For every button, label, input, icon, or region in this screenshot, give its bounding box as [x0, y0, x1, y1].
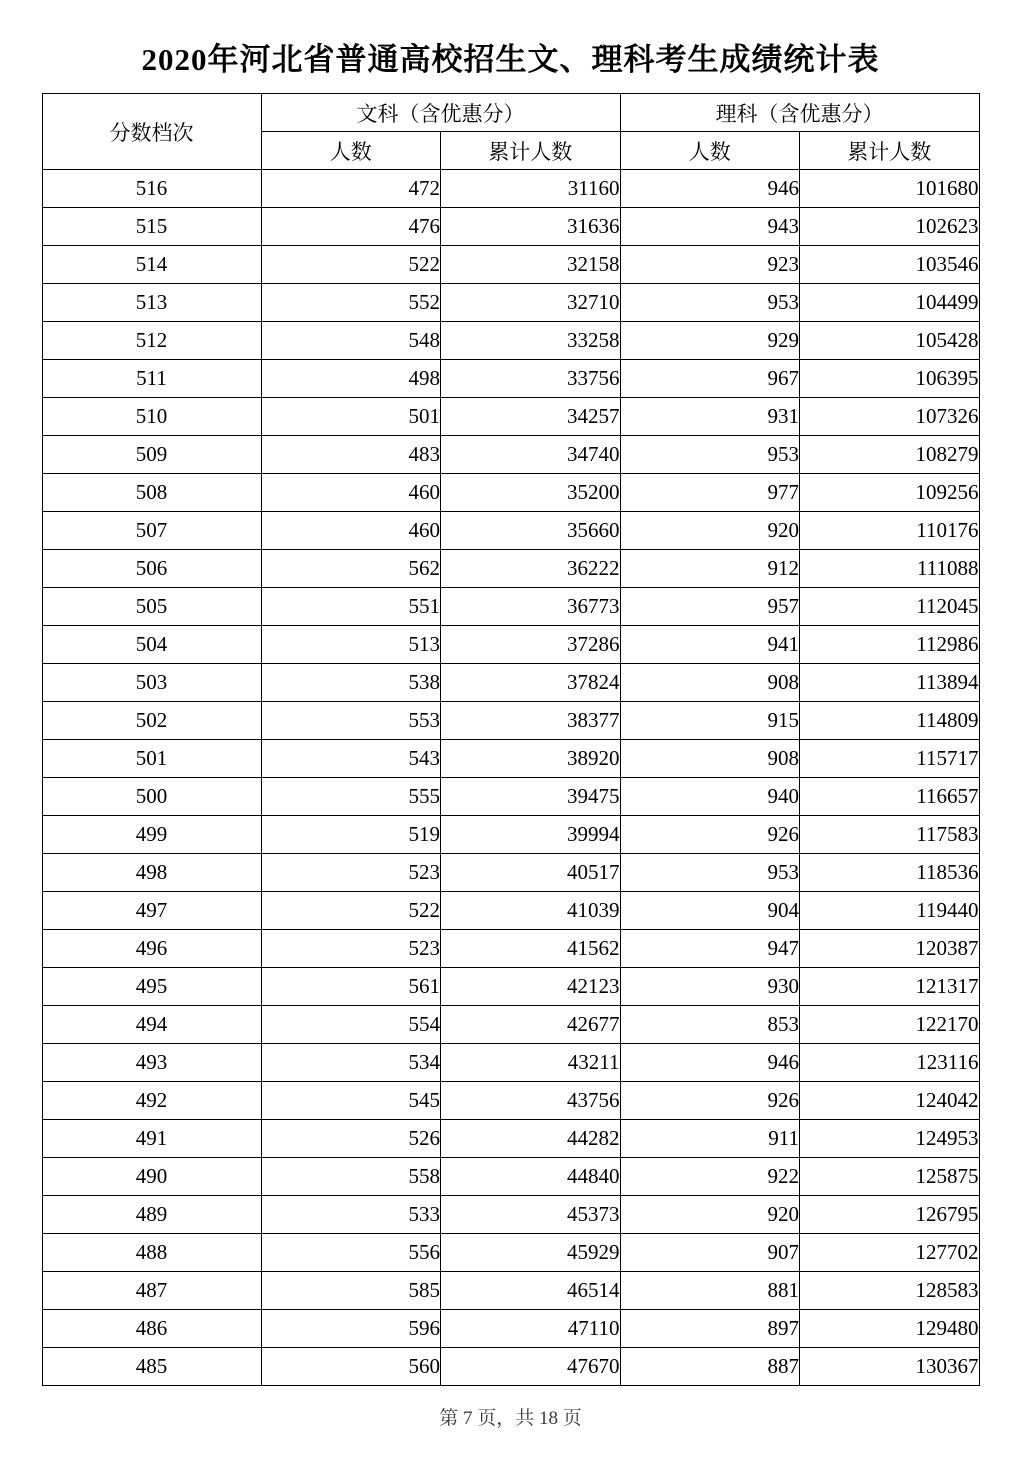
cell-liberal-count: 533 — [261, 1196, 441, 1234]
cell-liberal-count: 523 — [261, 854, 441, 892]
table-row — [42, 170, 979, 208]
cell-science-cumulative: 102623 — [800, 208, 980, 246]
cell-liberal-count: 561 — [261, 968, 441, 1006]
cell-science-count: 907 — [620, 1234, 800, 1272]
cell-science-cumulative: 118536 — [800, 854, 980, 892]
cell-score: 514 — [42, 246, 261, 284]
cell-score: 516 — [42, 170, 261, 208]
cell-science-cumulative: 124953 — [800, 1120, 980, 1158]
cell-liberal-count: 596 — [261, 1310, 441, 1348]
cell-science-count: 929 — [620, 322, 800, 360]
cell-score: 496 — [42, 930, 261, 968]
cell-liberal-count: 562 — [261, 550, 441, 588]
cell-science-cumulative: 103546 — [800, 246, 980, 284]
cell-science-count: 946 — [620, 170, 800, 208]
table-row — [42, 702, 979, 740]
cell-liberal-count: 522 — [261, 246, 441, 284]
table-row — [42, 626, 979, 664]
cell-liberal-cumulative: 40517 — [441, 854, 621, 892]
cell-liberal-count: 545 — [261, 1082, 441, 1120]
cell-liberal-cumulative: 47110 — [441, 1310, 621, 1348]
cell-science-cumulative: 125875 — [800, 1158, 980, 1196]
table-row — [42, 1082, 979, 1120]
cell-score: 503 — [42, 664, 261, 702]
header-science-count: 人数 — [620, 132, 800, 170]
cell-liberal-cumulative: 35660 — [441, 512, 621, 550]
cell-science-cumulative: 119440 — [800, 892, 980, 930]
table-row — [42, 1196, 979, 1234]
cell-liberal-count: 522 — [261, 892, 441, 930]
cell-science-count: 941 — [620, 626, 800, 664]
table-row — [42, 512, 979, 550]
cell-score: 509 — [42, 436, 261, 474]
cell-science-cumulative: 104499 — [800, 284, 980, 322]
cell-liberal-count: 472 — [261, 170, 441, 208]
cell-science-count: 977 — [620, 474, 800, 512]
cell-liberal-cumulative: 31636 — [441, 208, 621, 246]
cell-liberal-count: 553 — [261, 702, 441, 740]
cell-score: 504 — [42, 626, 261, 664]
cell-liberal-count: 548 — [261, 322, 441, 360]
cell-science-count: 953 — [620, 436, 800, 474]
cell-science-count: 957 — [620, 588, 800, 626]
cell-liberal-cumulative: 37824 — [441, 664, 621, 702]
cell-liberal-count: 560 — [261, 1348, 441, 1386]
cell-science-count: 897 — [620, 1310, 800, 1348]
cell-score: 491 — [42, 1120, 261, 1158]
cell-score: 489 — [42, 1196, 261, 1234]
table-row — [42, 778, 979, 816]
cell-science-cumulative: 110176 — [800, 512, 980, 550]
cell-science-count: 943 — [620, 208, 800, 246]
cell-liberal-count: 501 — [261, 398, 441, 436]
cell-science-cumulative: 123116 — [800, 1044, 980, 1082]
cell-score: 494 — [42, 1006, 261, 1044]
cell-score: 498 — [42, 854, 261, 892]
cell-liberal-cumulative: 43211 — [441, 1044, 621, 1082]
cell-score: 500 — [42, 778, 261, 816]
header-liberal-count: 人数 — [261, 132, 441, 170]
cell-liberal-cumulative: 37286 — [441, 626, 621, 664]
cell-score: 507 — [42, 512, 261, 550]
cell-science-count: 853 — [620, 1006, 800, 1044]
cell-science-cumulative: 117583 — [800, 816, 980, 854]
cell-liberal-count: 554 — [261, 1006, 441, 1044]
cell-science-count: 926 — [620, 816, 800, 854]
table-row — [42, 398, 979, 436]
cell-liberal-count: 523 — [261, 930, 441, 968]
cell-science-cumulative: 130367 — [800, 1348, 980, 1386]
cell-liberal-cumulative: 42677 — [441, 1006, 621, 1044]
table-row — [42, 1120, 979, 1158]
cell-science-cumulative: 120387 — [800, 930, 980, 968]
cell-science-count: 953 — [620, 854, 800, 892]
page-footer: 第 7 页，共 18 页 — [439, 1408, 582, 1429]
table-row — [42, 322, 979, 360]
cell-liberal-count: 558 — [261, 1158, 441, 1196]
cell-liberal-count: 483 — [261, 436, 441, 474]
table-row — [42, 436, 979, 474]
cell-score: 501 — [42, 740, 261, 778]
cell-science-count: 953 — [620, 284, 800, 322]
cell-liberal-cumulative: 44840 — [441, 1158, 621, 1196]
table-row — [42, 816, 979, 854]
cell-science-cumulative: 122170 — [800, 1006, 980, 1044]
cell-science-cumulative: 129480 — [800, 1310, 980, 1348]
cell-liberal-cumulative: 46514 — [441, 1272, 621, 1310]
cell-science-cumulative: 106395 — [800, 360, 980, 398]
cell-science-cumulative: 116657 — [800, 778, 980, 816]
cell-science-cumulative: 127702 — [800, 1234, 980, 1272]
cell-science-count: 881 — [620, 1272, 800, 1310]
table-row — [42, 1310, 979, 1348]
header-liberal-cumulative: 累计人数 — [441, 132, 621, 170]
cell-score: 513 — [42, 284, 261, 322]
cell-score: 493 — [42, 1044, 261, 1082]
cell-science-count: 947 — [620, 930, 800, 968]
cell-liberal-cumulative: 41562 — [441, 930, 621, 968]
cell-liberal-cumulative: 47670 — [441, 1348, 621, 1386]
table-body — [42, 170, 979, 1386]
cell-science-cumulative: 121317 — [800, 968, 980, 1006]
cell-science-cumulative: 112986 — [800, 626, 980, 664]
cell-liberal-count: 555 — [261, 778, 441, 816]
cell-liberal-count: 538 — [261, 664, 441, 702]
cell-liberal-count: 460 — [261, 474, 441, 512]
cell-liberal-count: 585 — [261, 1272, 441, 1310]
cell-liberal-cumulative: 39475 — [441, 778, 621, 816]
cell-science-count: 887 — [620, 1348, 800, 1386]
cell-score: 486 — [42, 1310, 261, 1348]
cell-liberal-cumulative: 33756 — [441, 360, 621, 398]
table-row — [42, 930, 979, 968]
cell-score: 506 — [42, 550, 261, 588]
cell-liberal-cumulative: 33258 — [441, 322, 621, 360]
cell-science-cumulative: 114809 — [800, 702, 980, 740]
cell-science-cumulative: 115717 — [800, 740, 980, 778]
cell-science-count: 904 — [620, 892, 800, 930]
cell-science-cumulative: 111088 — [800, 550, 980, 588]
table-header-row-1 — [42, 94, 979, 132]
cell-score: 512 — [42, 322, 261, 360]
cell-science-cumulative: 105428 — [800, 322, 980, 360]
table-row — [42, 1006, 979, 1044]
cell-liberal-cumulative: 45373 — [441, 1196, 621, 1234]
cell-liberal-count: 519 — [261, 816, 441, 854]
table-row — [42, 968, 979, 1006]
cell-score: 511 — [42, 360, 261, 398]
cell-science-cumulative: 112045 — [800, 588, 980, 626]
cell-liberal-count: 551 — [261, 588, 441, 626]
cell-liberal-cumulative: 41039 — [441, 892, 621, 930]
cell-liberal-cumulative: 44282 — [441, 1120, 621, 1158]
table-row — [42, 854, 979, 892]
cell-score: 508 — [42, 474, 261, 512]
cell-liberal-cumulative: 36222 — [441, 550, 621, 588]
cell-science-cumulative: 107326 — [800, 398, 980, 436]
table-row — [42, 1272, 979, 1310]
cell-liberal-cumulative: 31160 — [441, 170, 621, 208]
cell-liberal-cumulative: 43756 — [441, 1082, 621, 1120]
table-row — [42, 740, 979, 778]
cell-liberal-cumulative: 38377 — [441, 702, 621, 740]
header-score-range: 分数档次 — [42, 94, 261, 170]
table-row — [42, 208, 979, 246]
table-row — [42, 588, 979, 626]
cell-science-count: 915 — [620, 702, 800, 740]
cell-science-count: 908 — [620, 740, 800, 778]
table-row — [42, 246, 979, 284]
cell-science-count: 922 — [620, 1158, 800, 1196]
cell-science-count: 926 — [620, 1082, 800, 1120]
cell-science-cumulative: 124042 — [800, 1082, 980, 1120]
cell-science-count: 931 — [620, 398, 800, 436]
cell-science-count: 911 — [620, 1120, 800, 1158]
cell-science-cumulative: 109256 — [800, 474, 980, 512]
cell-science-cumulative: 113894 — [800, 664, 980, 702]
score-statistics-table — [42, 93, 980, 1386]
cell-science-count: 940 — [620, 778, 800, 816]
cell-science-cumulative: 126795 — [800, 1196, 980, 1234]
cell-liberal-cumulative: 38920 — [441, 740, 621, 778]
table-header — [42, 94, 979, 170]
cell-score: 505 — [42, 588, 261, 626]
cell-liberal-cumulative: 34257 — [441, 398, 621, 436]
cell-liberal-cumulative: 35200 — [441, 474, 621, 512]
cell-score: 487 — [42, 1272, 261, 1310]
cell-score: 492 — [42, 1082, 261, 1120]
cell-science-count: 923 — [620, 246, 800, 284]
cell-science-cumulative: 108279 — [800, 436, 980, 474]
cell-science-cumulative: 128583 — [800, 1272, 980, 1310]
cell-score: 485 — [42, 1348, 261, 1386]
cell-score: 515 — [42, 208, 261, 246]
table-row — [42, 474, 979, 512]
cell-score: 490 — [42, 1158, 261, 1196]
cell-liberal-count: 552 — [261, 284, 441, 322]
cell-score: 499 — [42, 816, 261, 854]
cell-liberal-count: 513 — [261, 626, 441, 664]
cell-liberal-cumulative: 39994 — [441, 816, 621, 854]
cell-liberal-count: 543 — [261, 740, 441, 778]
cell-liberal-count: 556 — [261, 1234, 441, 1272]
table-row — [42, 892, 979, 930]
cell-science-cumulative: 101680 — [800, 170, 980, 208]
cell-liberal-cumulative: 42123 — [441, 968, 621, 1006]
cell-liberal-count: 498 — [261, 360, 441, 398]
cell-liberal-count: 526 — [261, 1120, 441, 1158]
cell-score: 495 — [42, 968, 261, 1006]
cell-science-count: 920 — [620, 1196, 800, 1234]
cell-science-count: 912 — [620, 550, 800, 588]
table-row — [42, 1234, 979, 1272]
cell-liberal-cumulative: 32710 — [441, 284, 621, 322]
cell-score: 488 — [42, 1234, 261, 1272]
header-science: 理科（含优惠分） — [620, 94, 979, 132]
cell-science-count: 920 — [620, 512, 800, 550]
table-row — [42, 664, 979, 702]
header-science-cumulative: 累计人数 — [800, 132, 980, 170]
table-row — [42, 284, 979, 322]
cell-science-count: 946 — [620, 1044, 800, 1082]
table-row — [42, 1158, 979, 1196]
header-liberal-arts: 文科（含优惠分） — [261, 94, 620, 132]
cell-score: 510 — [42, 398, 261, 436]
cell-liberal-cumulative: 45929 — [441, 1234, 621, 1272]
cell-score: 502 — [42, 702, 261, 740]
page-title: 2020年河北省普通高校招生文、理科考生成绩统计表 — [141, 42, 880, 77]
cell-liberal-count: 476 — [261, 208, 441, 246]
cell-science-count: 930 — [620, 968, 800, 1006]
cell-liberal-count: 534 — [261, 1044, 441, 1082]
cell-liberal-cumulative: 36773 — [441, 588, 621, 626]
table-row — [42, 550, 979, 588]
table-row — [42, 1044, 979, 1082]
table-row — [42, 1348, 979, 1386]
cell-liberal-cumulative: 34740 — [441, 436, 621, 474]
cell-liberal-count: 460 — [261, 512, 441, 550]
cell-science-count: 908 — [620, 664, 800, 702]
cell-science-count: 967 — [620, 360, 800, 398]
cell-liberal-cumulative: 32158 — [441, 246, 621, 284]
table-row — [42, 360, 979, 398]
cell-score: 497 — [42, 892, 261, 930]
